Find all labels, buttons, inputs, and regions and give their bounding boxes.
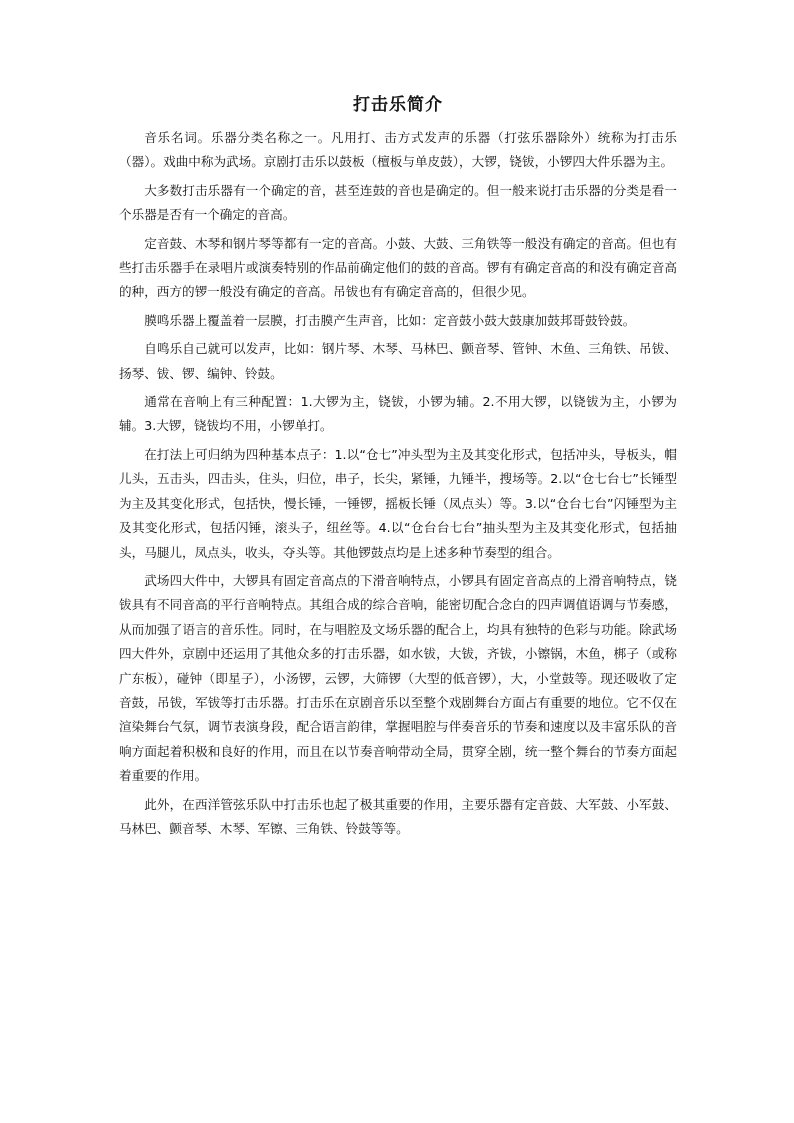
paragraph-basic-patterns: 在打法上可归纳为四种基本点子：1.以“仓七”冲头型为主及其变化形式，包括冲头，导板头，帽儿头，五击头，四击头，住头，归位，串子，长尖，紧锤，九锤半，搜场等。2.以“仓七台七”长锤型为主及其变化形式，包括快，慢长锤，一锤锣，摇板长锤（凤点头）等。3.以“仓台七台”闪锤型为主及其变化形式，包括闪锤，滚头子，纽丝等。4.以“仓台台七台”抽头型为主及其变化形式，包括抽头，马腿儿，凤点头，收头，夺头等。其他锣鼓点均是上述多种节奏型的组合。 [119, 446, 677, 560]
paragraph-pitched-instruments: 定音鼓、木琴和钢片琴等都有一定的音高。小鼓、大鼓、三角铁等一般没有确定的音高。但也有些打击乐器手在录唱片或演奏特别的作品前确定他们的鼓的音高。锣有有确定音高的和没有确定音高的种，西方的锣一般没有确定的音高。吊钹也有有确定音高的，但很少见。 [119, 235, 677, 300]
document-title: 打击乐简介 [353, 95, 443, 115]
paragraph-four-major-instruments: 武场四大件中，大锣具有固定音高点的下滑音响特点，小锣具有固定音高点的上滑音响特点，铙钹具有不同音高的平行音响特点。其组合成的综合音响，能密切配合念白的四声调值语调与节奏感，从而加强了语言的音乐性。同时，在与唱腔及文场乐器的配合上，均具有独特的色彩与功能。除武场四大件外，京剧中还运用了其他众多的打击乐器，如水钹，大钹，齐钹，小镲锅，木鱼，梆子（或称广东板），碰钟（即星子），小汤锣，云锣，大筛锣（大型的低音锣），大，小堂鼓等。现还吸收了定音鼓，吊钹，军钹等打击乐器。打击乐在京剧音乐以至整个戏剧舞台方面占有重要的地位。它不仅在渲染舞台气氛，调节表演身段，配合语言韵律，掌握唱腔与伴奏音乐的节奏和速度以及丰富乐队的音响方面起着积极和良好的作用，而且在以节奏音响带动全局，贯穿全剧，统一整个舞台的节奏方面起着重要的作用。 [119, 572, 677, 784]
paragraph-configurations: 通常在音响上有三种配置：1.大锣为主，铙钹，小锣为辅。2.不用大锣，以铙钹为主，小锣为辅。3.大锣，铙钹均不用，小锣单打。 [119, 394, 677, 434]
paragraph-membranophones: 膜鸣乐器上覆盖着一层膜，打击膜产生声音，比如：定音鼓小鼓大鼓康加鼓邦哥鼓铃鼓。 [144, 312, 636, 328]
paragraph-idiophones: 自鸣乐自己就可以发声，比如：钢片琴、木琴、马林巴、颤音琴、管钟、木鱼、三角铁、吊钹、扬琴、钹、锣、编钟、铃鼓。 [119, 341, 677, 381]
paragraph-definition: 音乐名词。乐器分类名称之一。凡用打、击方式发声的乐器（打弦乐器除外）统称为打击乐（器）。戏曲中称为武场。京剧打击乐以鼓板（檀板与单皮鼓），大锣，铙钹，小锣四大件乐器为主。 [119, 130, 677, 170]
paragraph-pitch-classification: 大多数打击乐器有一个确定的音，甚至连鼓的音也是确定的。但一般来说打击乐器的分类是看一个乐器是否有一个确定的音高。 [119, 182, 677, 223]
document-page [119, 93, 677, 845]
paragraph-western-orchestra: 此外，在西洋管弦乐队中打击乐也起了极其重要的作用，主要乐器有定音鼓、大军鼓、小军鼓、马林巴、颤音琴、木琴、军镲、三角铁、铃鼓等等。 [119, 796, 677, 836]
